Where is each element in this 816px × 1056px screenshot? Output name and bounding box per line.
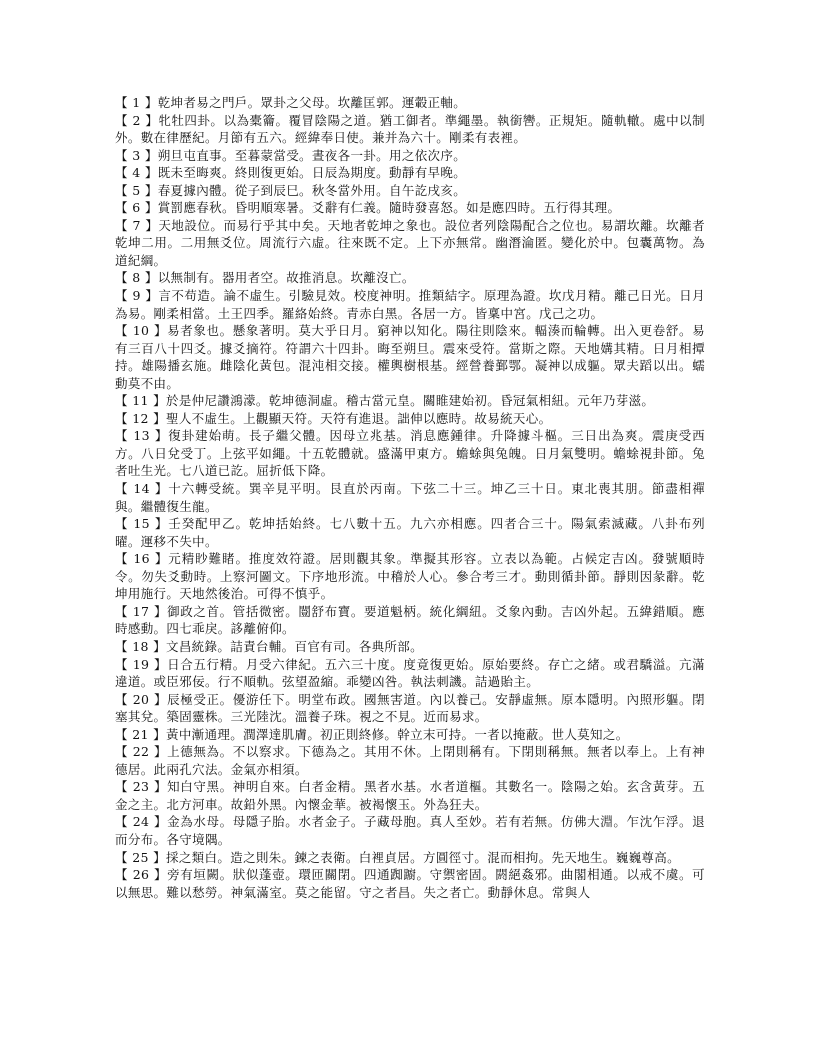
- paragraph: 【 16 】元精眇難睹。推度效符證。居則觀其象。準擬其形容。立表以為範。占候定吉凶。發號順時令。勿失爻動時。上察河圖文。下序地形流。中稽於人心。參合考三才。動則循卦節。靜則因彖辭。乾坤用施行。天地然後治。可得不慎乎。: [115, 551, 705, 602]
- paragraph-text: 易者象也。懸象著明。莫大乎日月。窮神以知化。陽往則陰來。輻湊而輪轉。出入更卷舒。易有三百八十四爻。據爻摘符。符謂六十四卦。晦至朔旦。震來受符。當斯之際。天地媾其精。日月相撢持。雄陽播玄施。雌陰化黃包。混沌相交接。權輿樹根基。經營養鄞鄂。凝神以成軀。眾夫蹈以出。蠕動莫不由。: [115, 323, 705, 391]
- paragraph-text: 於是仲尼讚鴻濛。乾坤德洞虛。稽古當元皇。關睢建始初。昏冠氣相紐。元年乃芽滋。: [165, 393, 655, 409]
- paragraph: 【 17 】御政之首。管括微密。闓舒布寶。要道魁柄。統化綱紐。爻象內動。吉凶外起。五緯錯順。應時感動。四七乖戾。誃離俯仰。: [115, 603, 705, 637]
- paragraph: 【 2 】牝牡四卦。以為橐籥。覆冒陰陽之道。猶工御者。準繩墨。執銜轡。正規矩。隨軌轍。處中以制外。數在律歷紀。月節有五六。經緯奉日使。兼并為六十。剛柔有表裡。: [115, 112, 705, 146]
- paragraph-number: 22: [132, 744, 150, 760]
- paragraph-number: 23: [132, 779, 150, 795]
- paragraph-text: 壬癸配甲乙。乾坤括始終。七八數十五。九六亦相應。四者合三十。陽氣索滅藏。八卦布列曜。運移不失中。: [115, 516, 705, 549]
- paragraph-number: 25: [132, 849, 149, 865]
- paragraph-number: 20: [132, 691, 150, 707]
- paragraph-text: 辰極受正。優游任下。明堂布政。國無害道。內以養己。安靜虛無。原本隱明。內照形軀。閉塞其兌。築固靈株。三光陸沈。溫養子珠。視之不見。近而易求。: [115, 691, 705, 725]
- paragraph: 【 4 】既未至晦爽。終則復更始。日辰為期度。動靜有早晚。: [115, 165, 467, 181]
- paragraph-number: 2: [132, 112, 141, 128]
- paragraph-text: 既未至晦爽。終則復更始。日辰為期度。動靜有早晚。: [157, 165, 467, 181]
- paragraph-text: 十六轉受統。巽辛見平明。艮直於丙南。下弦二十三。坤乙三十日。東北喪其朋。節盡相禪與。繼體復生龍。: [115, 481, 705, 514]
- paragraph: 【 8 】以無制有。器用者空。故推消息。坎離沒亡。: [115, 270, 415, 286]
- paragraph-text: 朔旦屯直事。至暮蒙當受。晝夜各一卦。用之依次序。: [157, 147, 467, 163]
- paragraph: 【 10 】易者象也。懸象著明。莫大乎日月。窮神以知化。陽往則陰來。輻湊而輪轉。出入更卷舒。易有三百八十四爻。據爻摘符。符謂六十四卦。晦至朔旦。震來受符。當斯之際。天地媾其精。日月相撢持。雄陽播玄施。雌陰化黃包。混沌相交接。權輿樹根基。經營養鄞鄂。凝神以成軀。眾夫蹈以出。蠕動莫不由。: [115, 323, 705, 391]
- paragraph: 【 14 】十六轉受統。巽辛見平明。艮直於丙南。下弦二十三。坤乙三十日。東北喪其朋。節盡相禪與。繼體復生龍。: [115, 481, 705, 514]
- paragraph: 【 18 】文昌統錄。詰責台輔。百官有司。各典所部。: [115, 638, 423, 654]
- paragraph: 【 9 】言不苟造。論不虛生。引驗見效。校度神明。推類結字。原理為證。坎戊月精。離己日光。日月為易。剛柔相當。土王四季。羅絡始終。青赤白黑。各居一方。皆稟中宮。戊己之功。: [115, 288, 705, 321]
- paragraph-text: 御政之首。管括微密。闓舒布寶。要道魁柄。統化綱紐。爻象內動。吉凶外起。五緯錯順。應時感動。四七乖戾。誃離俯仰。: [115, 603, 705, 637]
- paragraph-number: 3: [132, 147, 141, 163]
- paragraph-number: 14: [133, 481, 150, 497]
- paragraph-text: 文昌統錄。詰責台輔。百官有司。各典所部。: [165, 638, 423, 654]
- paragraph-number: 18: [132, 638, 149, 654]
- paragraph-text: 旁有垣闕。狀似蓬壺。環匝關閉。四通踟躕。守禦密固。閼絕姦邪。曲閣相通。以戒不虞。可以無思。難以愁勞。神氣滿室。莫之能留。守之者昌。失之者亡。動靜休息。常與人: [115, 867, 705, 900]
- paragraph-text: 復卦建始萌。長子繼父體。因母立兆基。消息應鍾律。升降據斗樞。三日出為爽。震庚受西方。八日兌受丁。上弦平如繩。十五乾體就。盛滿甲東方。蟾蜍與兔魄。日月氣雙明。蟾蜍視卦節。兔者吐生光。七八道已訖。屈折低下降。: [115, 428, 705, 479]
- paragraph: 【 23 】知白守黑。神明自來。白者金精。黑者水基。水者道樞。其數名一。陰陽之始。玄含黃芽。五金之主。北方河車。故鉛外黑。內懷金華。被褐懷玉。外為狂夫。: [115, 779, 705, 812]
- document-page: [115, 94, 705, 901]
- paragraph-number: 12: [132, 410, 149, 426]
- paragraph-text: 以無制有。器用者空。故推消息。坎離沒亡。: [157, 270, 415, 286]
- paragraph-text: 金為水母。母隱子胎。水者金子。子藏母胞。真人至妙。若有若無。仿佛大淵。乍沈乍浮。退而分布。各守境隅。: [115, 814, 705, 847]
- paragraph: 【 5 】春夏據內體。從子到辰巳。秋冬當外用。自午訖戌亥。: [115, 182, 467, 198]
- paragraph-number: 21: [132, 726, 149, 742]
- paragraph-text: 牝牡四卦。以為橐籥。覆冒陰陽之道。猶工御者。準繩墨。執銜轡。正規矩。隨軌轍。處中以制外。數在律歷紀。月節有五六。經緯奉日使。兼并為六十。剛柔有表裡。: [115, 112, 705, 146]
- paragraph-text: 言不苟造。論不虛生。引驗見效。校度神明。推類結字。原理為證。坎戊月精。離己日光。日月為易。剛柔相當。土王四季。羅絡始終。青赤白黑。各居一方。皆稟中宮。戊己之功。: [115, 288, 705, 321]
- paragraph-number: 1: [132, 95, 141, 110]
- paragraph-number: 26: [132, 867, 150, 883]
- paragraph: 【 1 】乾坤者易之門戶。眾卦之父母。坎離匡郭。運轂正軸。: [115, 95, 467, 110]
- paragraph: 【 25 】採之類白。造之則朱。鍊之表衛。白裡貞居。方圓徑寸。混而相拘。先天地生。巍巍尊高。: [115, 849, 680, 865]
- paragraph-number: 11: [132, 393, 149, 409]
- paragraph-number: 15: [133, 516, 150, 532]
- paragraph-text: 上德無為。不以察求。下德為之。其用不休。上閉則稱有。下閉則稱無。無者以奉上。上有神德居。此兩孔穴法。金氣亦相須。: [115, 744, 705, 777]
- paragraph: 【 11 】於是仲尼讚鴻濛。乾坤德洞虛。稽古當元皇。關睢建始初。昏冠氣相紐。元年乃芽滋。: [115, 393, 655, 409]
- paragraph-number: 5: [132, 182, 141, 198]
- paragraph: 【 22 】上德無為。不以察求。下德為之。其用不休。上閉則稱有。下閉則稱無。無者以奉上。上有神德居。此兩孔穴法。金氣亦相須。: [115, 744, 705, 777]
- paragraph: 【 20 】辰極受正。優游任下。明堂布政。國無害道。內以養己。安靜虛無。原本隱明。內照形軀。閉塞其兌。築固靈株。三光陸沈。溫養子珠。視之不見。近而易求。: [115, 691, 705, 725]
- paragraph-text: 乾坤者易之門戶。眾卦之父母。坎離匡郭。運轂正軸。: [157, 95, 467, 110]
- paragraph: 【 7 】天地設位。而易行乎其中矣。天地者乾坤之象也。設位者列陰陽配合之位也。易謂坎離。坎離者乾坤二用。二用無爻位。周流行六虛。往來既不定。上下亦無常。幽潛淪匿。變化於中。包囊萬物。為道紀綱。: [115, 217, 705, 268]
- paragraph-text: 黃中漸通理。潤澤達肌膚。初正則終修。幹立末可持。一者以掩蔽。世人莫知之。: [165, 726, 629, 742]
- paragraph-text: 聖人不虛生。上觀顯天符。天符有進退。詘伸以應時。故易統天心。: [165, 410, 552, 426]
- paragraph-number: 9: [132, 288, 141, 304]
- paragraph: 【 24 】金為水母。母隱子胎。水者金子。子藏母胞。真人至妙。若有若無。仿佛大淵。乍沈乍浮。退而分布。各守境隅。: [115, 814, 705, 847]
- paragraph: 【 19 】日合五行精。月受六律紀。五六三十度。度竟復更始。原始要終。存亡之緒。或君驕溢。亢滿違道。或臣邪佞。行不順軌。弦望盈縮。乖變凶咎。執法刺譏。詰過貽主。: [115, 656, 705, 690]
- paragraph-text: 天地設位。而易行乎其中矣。天地者乾坤之象也。設位者列陰陽配合之位也。易謂坎離。坎離者乾坤二用。二用無爻位。周流行六虛。往來既不定。上下亦無常。幽潛淪匿。變化於中。包囊萬物。為道紀綱。: [115, 217, 705, 268]
- paragraph: 【 13 】復卦建始萌。長子繼父體。因母立兆基。消息應鍾律。升降據斗樞。三日出為爽。震庚受西方。八日兌受丁。上弦平如繩。十五乾體就。盛滿甲東方。蟾蜍與兔魄。日月氣雙明。蟾蜍視卦節。兔者吐生光。七八道已訖。屈折低下降。: [115, 428, 705, 479]
- paragraph: 【 12 】聖人不虛生。上觀顯天符。天符有進退。詘伸以應時。故易統天心。: [115, 410, 552, 426]
- paragraph-number: 8: [132, 270, 141, 286]
- paragraph-text: 賞罰應春秋。昏明順寒暑。爻辭有仁義。隨時發喜怒。如是應四時。五行得其理。: [157, 200, 621, 216]
- paragraph-number: 7: [132, 217, 141, 233]
- paragraph-number: 4: [132, 165, 141, 181]
- paragraph-number: 10: [132, 323, 150, 339]
- paragraph: 【 3 】朔旦屯直事。至暮蒙當受。晝夜各一卦。用之依次序。: [115, 147, 467, 163]
- paragraph: 【 15 】壬癸配甲乙。乾坤括始終。七八數十五。九六亦相應。四者合三十。陽氣索滅藏。八卦布列曜。運移不失中。: [115, 516, 705, 549]
- paragraph-number: 13: [133, 428, 150, 444]
- paragraph-text: 採之類白。造之則朱。鍊之表衛。白裡貞居。方圓徑寸。混而相拘。先天地生。巍巍尊高。: [165, 849, 680, 865]
- paragraph: 【 21 】黃中漸通理。潤澤達肌膚。初正則終修。幹立末可持。一者以掩蔽。世人莫知之。: [115, 726, 629, 742]
- paragraph-number: 17: [132, 603, 150, 619]
- paragraph-text: 春夏據內體。從子到辰巳。秋冬當外用。自午訖戌亥。: [157, 182, 467, 198]
- paragraph: 【 6 】賞罰應春秋。昏明順寒暑。爻辭有仁義。隨時發喜怒。如是應四時。五行得其理。: [115, 200, 621, 216]
- paragraph-number: 16: [133, 551, 150, 567]
- paragraph-text: 日合五行精。月受六律紀。五六三十度。度竟復更始。原始要終。存亡之緒。或君驕溢。亢滿違道。或臣邪佞。行不順軌。弦望盈縮。乖變凶咎。執法刺譏。詰過貽主。: [115, 656, 705, 690]
- paragraph-text: 知白守黑。神明自來。白者金精。黑者水基。水者道樞。其數名一。陰陽之始。玄含黃芽。五金之主。北方河車。故鉛外黑。內懷金華。被褐懷玉。外為狂夫。: [115, 779, 705, 812]
- paragraph-number: 6: [132, 200, 141, 216]
- paragraph-number: 24: [132, 814, 150, 830]
- paragraph-number: 19: [132, 656, 150, 672]
- paragraph-text: 元精眇難睹。推度效符證。居則觀其象。準擬其形容。立表以為範。占候定吉凶。發號順時令。勿失爻動時。上察河圖文。下序地形流。中稽於人心。參合考三才。動則循卦節。靜則因彖辭。乾坤用施行。天地然後治。可得不慎乎。: [115, 551, 705, 602]
- paragraph: 【 26 】旁有垣闕。狀似蓬壺。環匝關閉。四通踟躕。守禦密固。閼絕姦邪。曲閣相通。以戒不虞。可以無思。難以愁勞。神氣滿室。莫之能留。守之者昌。失之者亡。動靜休息。常與人: [115, 867, 705, 900]
